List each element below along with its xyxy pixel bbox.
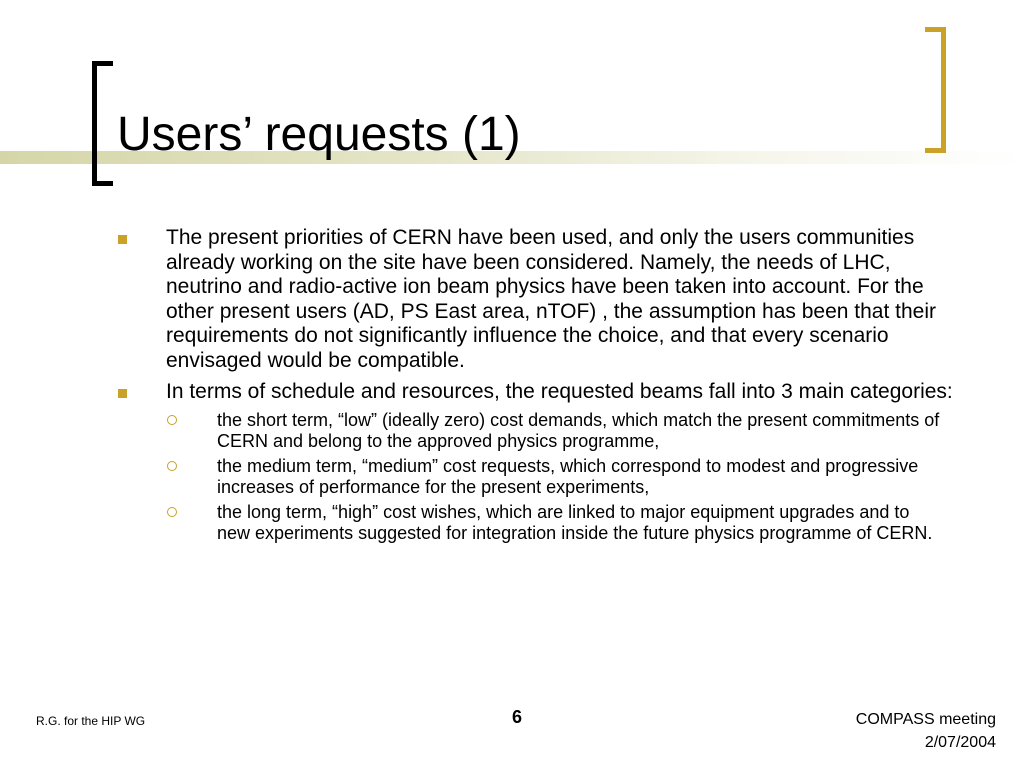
sub-bullet-text: the long term, “high” cost wishes, which are linked to major equipment upgrades and to new experiments suggested for integration inside the future physics programme of CERN. xyxy=(217,502,933,544)
slide-body xyxy=(0,226,1024,548)
footer-event-date: 2/07/2004 xyxy=(924,734,996,751)
bullet-text: The present priorities of CERN have been used, and only the users communities already working on the site have been considered. Namely, the needs of LHC, neutrino and radio-active ion beam physics have been taken into account. For the other present users (AD, PS East area, nTOF) , the assumption has been that their requirements do not significantly influence the choice, and that every scenario envisaged would be compatible. xyxy=(166,226,936,372)
square-bullet-icon xyxy=(118,235,127,244)
sub-bullet-list xyxy=(0,410,1024,544)
bullet-item xyxy=(0,226,956,374)
footer-event-name: COMPASS meeting xyxy=(855,711,996,728)
square-bullet-icon xyxy=(118,389,127,398)
slide-title: Users’ requests (1) xyxy=(117,108,521,161)
ring-bullet-icon xyxy=(167,507,177,517)
bullet-text: In terms of schedule and resources, the requested beams fall into 3 main categories: xyxy=(166,379,953,403)
ring-bullet-icon xyxy=(167,461,177,471)
left-bracket-decoration xyxy=(92,61,113,186)
sub-bullet-item xyxy=(0,456,947,498)
right-bracket-decoration xyxy=(925,27,946,153)
ring-bullet-icon xyxy=(167,415,177,425)
footer-author: R.G. for the HIP WG xyxy=(36,714,146,728)
sub-bullet-item xyxy=(0,502,947,544)
sub-bullet-text: the medium term, “medium” cost requests, which correspond to modest and progressive increases of performance for the present experiments, xyxy=(217,456,919,498)
footer-event xyxy=(856,708,996,754)
sub-bullet-item xyxy=(0,410,947,452)
page-number: 6 xyxy=(512,707,523,727)
sub-bullet-text: the short term, “low” (ideally zero) cost demands, which match the present commitments of CERN and belong to the approved physics programme, xyxy=(217,410,940,452)
bullet-item xyxy=(0,380,956,405)
